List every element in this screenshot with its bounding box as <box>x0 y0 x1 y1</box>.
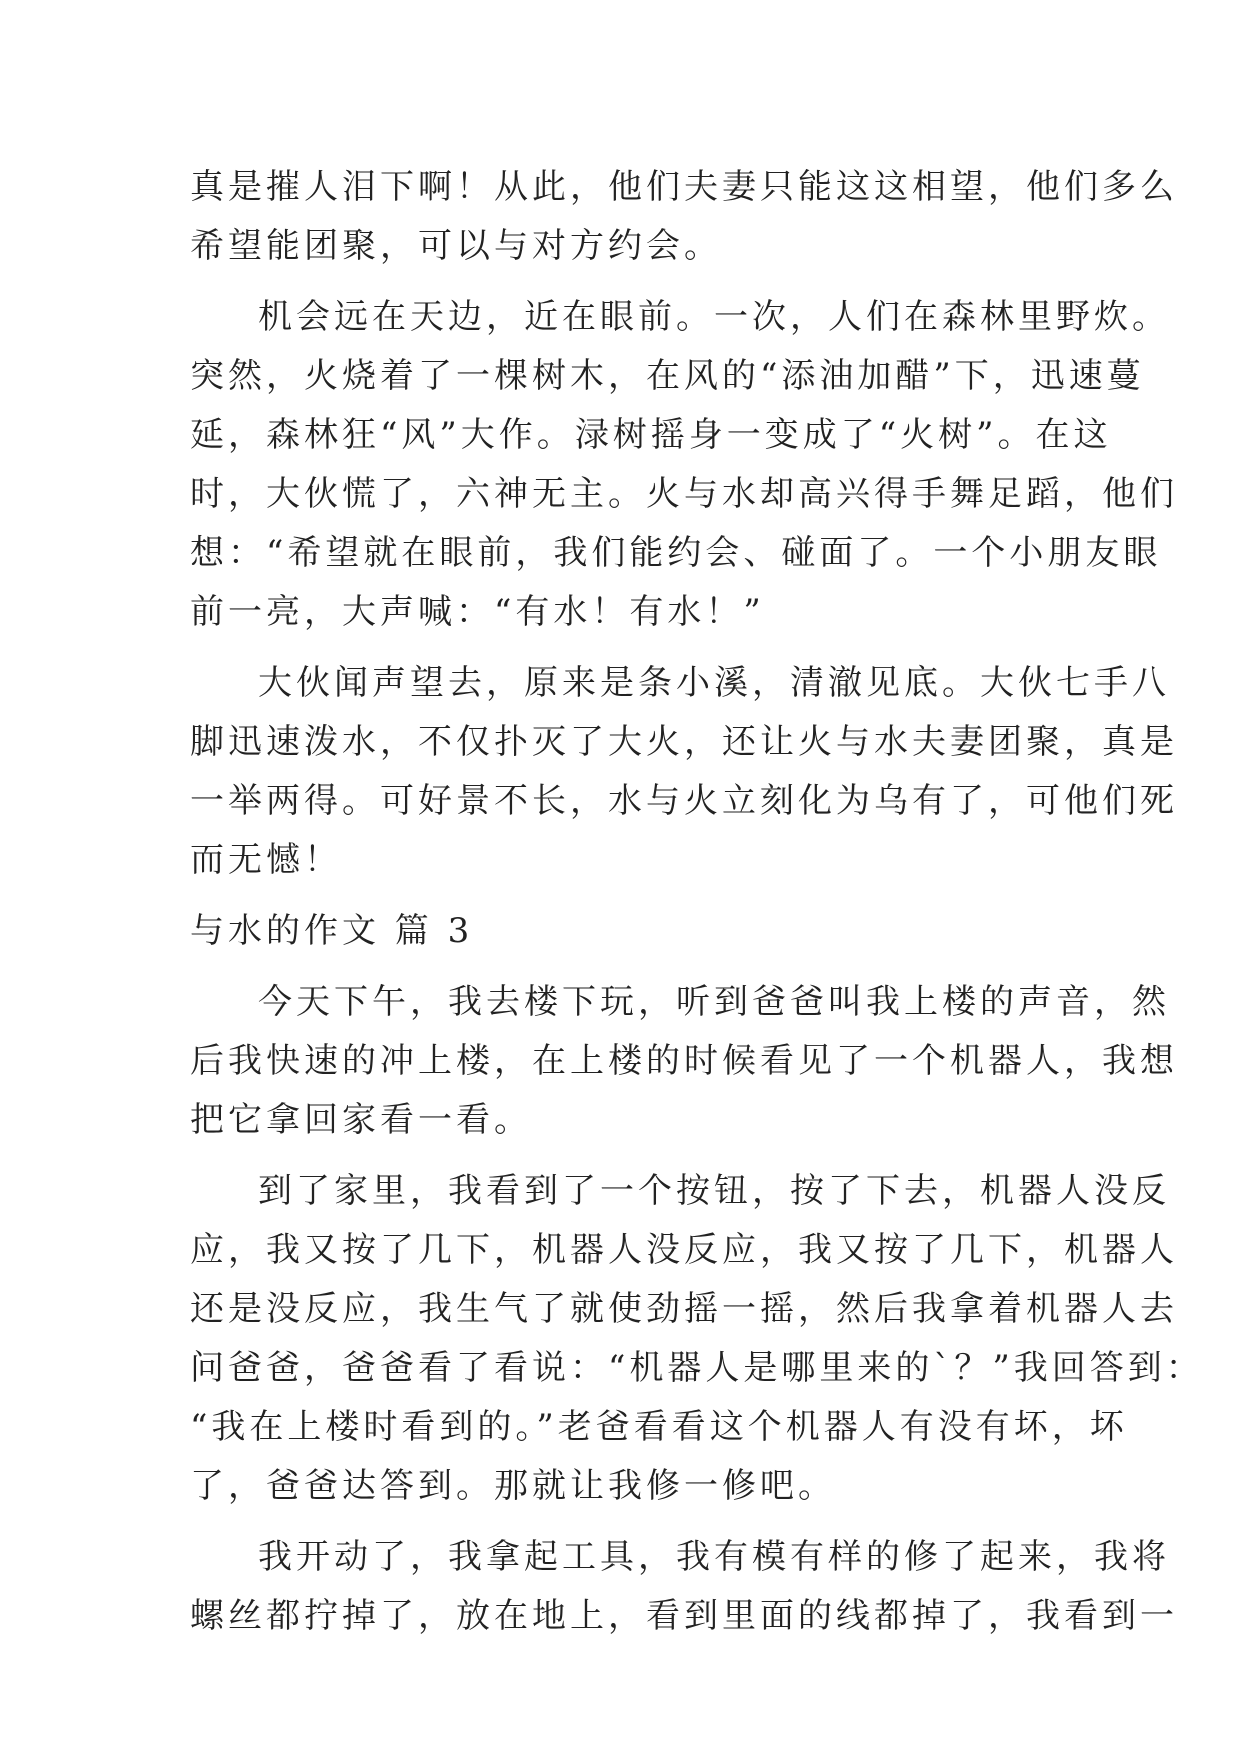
text-line: 大伙闻声望去，原来是条小溪，清澈见底。大伙七手八 <box>258 663 1170 703</box>
text-line: 到了家里，我看到了一个按钮，按了下去，机器人没反 <box>258 1171 1170 1211</box>
text-line: 今天下午，我去楼下玩，听到爸爸叫我上楼的声音，然 <box>258 982 1170 1022</box>
paragraph <box>190 288 1178 642</box>
text-line: 前一亮，大声喊：“有水！有水！” <box>190 592 765 632</box>
text-line: 脚迅速泼水，不仅扑灭了大火，还让火与水夫妻团聚，真是 <box>190 722 1178 762</box>
text-line: “我在上楼时看到的。”老爸看看这个机器人有没有坏，坏 <box>190 1407 1128 1447</box>
paragraph <box>190 1162 1204 1516</box>
text-line: 问爸爸，爸爸看了看说：“机器人是哪里来的`？”我回答到： <box>190 1348 1204 1388</box>
text-line: 螺丝都拧掉了，放在地上，看到里面的线都掉了，我看到一 <box>190 1596 1178 1636</box>
paragraph <box>190 654 1178 890</box>
text-line: 想：“希望就在眼前，我们能约会、碰面了。一个小朋友眼 <box>190 533 1162 573</box>
text-line: 而无憾！ <box>190 840 342 880</box>
text-line: 我开动了，我拿起工具，我有模有样的修了起来，我将 <box>258 1537 1170 1577</box>
text-line: 了，爸爸达答到。那就让我修一修吧。 <box>190 1466 836 1506</box>
paragraph <box>190 1528 1178 1646</box>
text-line: 把它拿回家看一看。 <box>190 1100 532 1140</box>
text-line: 希望能团聚，可以与对方约会。 <box>190 226 722 266</box>
paragraph <box>190 973 1178 1150</box>
text-line: 一举两得。可好景不长，水与火立刻化为乌有了，可他们死 <box>190 781 1178 821</box>
text-line: 延，森林狂“风”大作。渌树摇身一变成了“火树”。在这 <box>190 415 1112 455</box>
text-line: 时，大伙慌了，六神无主。火与水却高兴得手舞足蹈，他们 <box>190 474 1178 514</box>
text-line: 机会远在天边，近在眼前。一次，人们在森林里野炊。 <box>258 297 1170 337</box>
text-line: 突然，火烧着了一棵树木，在风的“添油加醋”下，迅速蔓 <box>190 356 1145 396</box>
text-line: 还是没反应，我生气了就使劲摇一摇，然后我拿着机器人去 <box>190 1289 1178 1329</box>
section-heading: 与水的作文 篇 3 <box>190 911 474 951</box>
paragraph <box>190 158 1178 276</box>
text-line: 真是摧人泪下啊！从此，他们夫妻只能这这相望，他们多么 <box>190 167 1178 207</box>
document-body <box>190 158 1204 1646</box>
text-line: 应，我又按了几下，机器人没反应，我又按了几下，机器人 <box>190 1230 1178 1270</box>
text-line: 后我快速的冲上楼，在上楼的时候看见了一个机器人，我想 <box>190 1041 1178 1081</box>
